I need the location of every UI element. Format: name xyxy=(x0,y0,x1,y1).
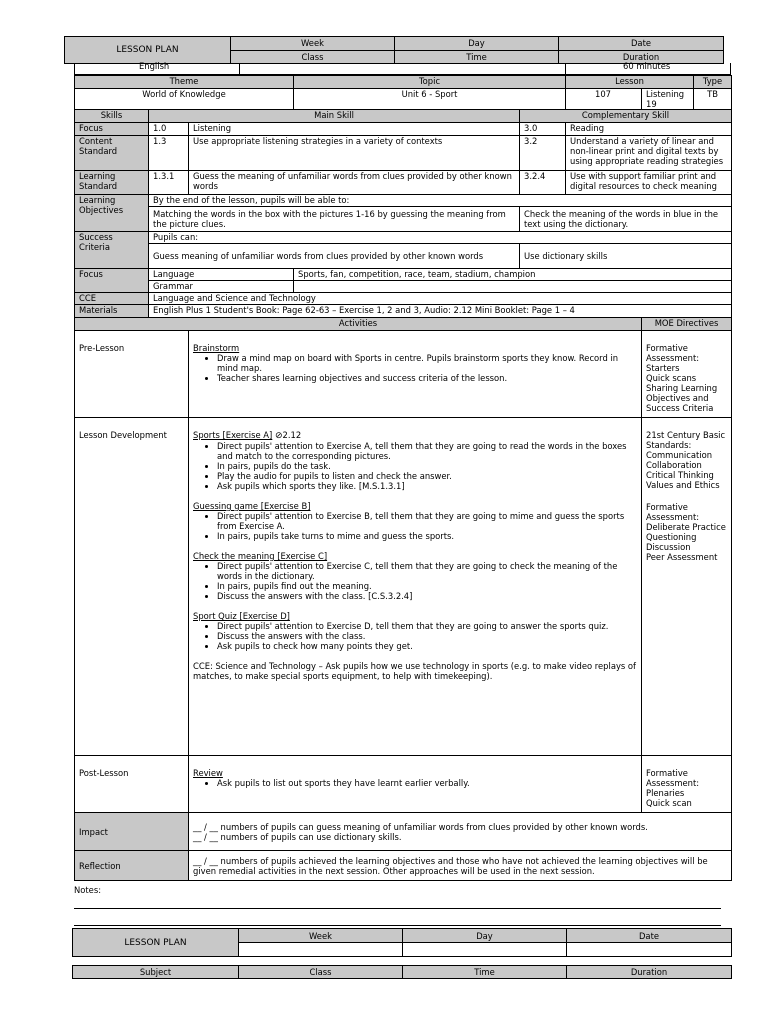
list-item: • Ask pupils which sports they like. [M.S.1.3.1] xyxy=(217,481,637,491)
content-comp-code: 3.2 xyxy=(520,136,566,171)
post-lesson-moe xyxy=(642,756,732,813)
lesson-development-content xyxy=(189,418,642,756)
moe-line: Peer Assessment xyxy=(646,552,718,562)
subject-value-row xyxy=(74,63,731,75)
list-item: • Direct pupils' attention to Exercise B, tell them that they are going to mime and guess the sports from Exercise A. xyxy=(217,511,637,531)
learning-main: Guess the meaning of unfamiliar words from clues provided by other known words xyxy=(189,171,520,195)
list-item: • Direct pupils' attention to Exercise A, tell them that they are going to read the words in the boxes and match to the corresponding pictures. xyxy=(217,441,637,461)
top-header-table xyxy=(64,36,724,64)
exercise-a xyxy=(193,430,637,491)
pre-lesson-label: Pre-Lesson xyxy=(75,331,189,418)
exercise-b-title: Guessing game [Exercise B] xyxy=(193,501,311,511)
footer-time: Time xyxy=(403,966,567,979)
lesson-development-label: Lesson Development xyxy=(75,418,189,756)
lesson-plan-title: LESSON PLAN xyxy=(65,37,231,64)
main-skill-header: Main Skill xyxy=(149,110,520,123)
success-criteria-label: Success Criteria xyxy=(75,232,149,269)
moe-line: Questioning xyxy=(646,532,697,542)
lesson-header: Lesson xyxy=(566,76,694,89)
focus-lang-label: Focus xyxy=(75,269,149,293)
footer-subject: Subject xyxy=(73,966,239,979)
impact-line: __ / __ numbers of pupils can use dictionary skills. xyxy=(193,831,402,842)
footer-class: Class xyxy=(239,966,403,979)
pre-lesson-moe xyxy=(642,331,732,418)
learning-standard-label: Learning Standard xyxy=(75,171,149,195)
reflection-label: Reflection xyxy=(75,851,189,881)
moe-line: Formative Assessment: xyxy=(646,768,700,788)
moe-line: Quick scan xyxy=(646,798,692,808)
post-lesson-label: Post-Lesson xyxy=(75,756,189,813)
list-item: • Direct pupils' attention to Exercise C, tell them that they are going to check the meaning of the words in the dictionary. xyxy=(217,561,637,581)
cce-label: CCE xyxy=(75,293,149,305)
lesson-development-moe xyxy=(642,418,732,756)
materials-value: English Plus 1 Student's Book: Page 62-63 – Exercise 1, 2 and 3, Audio: 2.12 Mini Booklet: Page 1 – 4 xyxy=(149,305,732,318)
success-intro: Pupils can: xyxy=(149,232,732,244)
lesson-number: 107 xyxy=(566,89,642,110)
learning-objectives-label: Learning Objectives xyxy=(75,195,149,232)
list-item: • Ask pupils to check how many points they get. xyxy=(217,641,637,651)
development-cce: CCE: Science and Technology – Ask pupils how we use technology in sports (e.g. to make video replays of matches, to make special sports equipment, to help with timekeeping). xyxy=(193,661,637,681)
exercise-c-title: Check the meaning [Exercise C] xyxy=(193,551,328,561)
moe-line: Deliberate Practice xyxy=(646,522,726,532)
skills-header: Skills xyxy=(75,110,149,123)
brainstorm-title: Brainstorm xyxy=(193,343,240,353)
reflection-text: __ / __ numbers of pupils achieved the learning objectives and those who have not achieved the learning objectives will be given remedial activities in the next session. Other approaches will be used in the next session. xyxy=(189,851,732,881)
content-standard-label: Content Standard xyxy=(75,136,149,171)
content-comp: Understand a variety of linear and non-linear print and digital texts by using appropriate reading strategies xyxy=(566,136,732,171)
audio-icon: ⊘ xyxy=(274,431,283,441)
impact-content xyxy=(189,813,732,851)
list-item: • In pairs, pupils find out the meaning. xyxy=(217,581,637,591)
focus-main: Listening xyxy=(189,123,520,136)
complementary-skill-header: Complementary Skill xyxy=(520,110,732,123)
topic-header: Topic xyxy=(294,76,566,89)
duration-header: Duration xyxy=(559,50,724,64)
lesson-value: Listening 19 xyxy=(642,89,694,110)
moe-line: 21st Century Basic Standards: xyxy=(646,430,726,450)
list-item: • Discuss the answers with the class. [C.S.3.2.4] xyxy=(217,591,637,601)
grammar-label: Grammar xyxy=(149,281,294,293)
moe-line: Formative Assessment: xyxy=(646,343,700,363)
lesson-plan-table xyxy=(74,75,732,881)
class-header: Class xyxy=(231,50,395,64)
footer-title: LESSON PLAN xyxy=(73,929,239,957)
week-header: Week xyxy=(231,37,395,51)
list-item: • Draw a mind map on board with Sports in centre. Pupils brainstorm sports they know. Record in mind map. xyxy=(217,353,637,373)
topic-value: Unit 6 - Sport xyxy=(294,89,566,110)
exercise-c xyxy=(193,551,637,601)
post-lesson-content xyxy=(189,756,642,813)
type-value: TB xyxy=(694,89,732,110)
focus-comp: Reading xyxy=(566,123,732,136)
materials-label: Materials xyxy=(75,305,149,318)
moe-line: Collaboration xyxy=(646,460,702,470)
footer-week: Week xyxy=(239,929,403,943)
notes-label: Notes: xyxy=(74,885,102,895)
moe-line: Plenaries xyxy=(646,788,685,798)
learning-main-code: 1.3.1 xyxy=(149,171,189,195)
learning-comp-code: 3.2.4 xyxy=(520,171,566,195)
theme-value: World of Knowledge xyxy=(75,89,294,110)
cce-value: Language and Science and Technology xyxy=(149,293,732,305)
focus-main-code: 1.0 xyxy=(149,123,189,136)
list-item: • Direct pupils' attention to Exercise D, tell them that they are going to answer the sports quiz. xyxy=(217,621,637,631)
focus-comp-code: 3.0 xyxy=(520,123,566,136)
footer-day: Day xyxy=(403,929,567,943)
exercise-d xyxy=(193,611,637,651)
moe-line: Starters xyxy=(646,363,680,373)
review-title: Review xyxy=(193,768,223,778)
language-label: Language xyxy=(149,269,294,281)
grammar-value xyxy=(294,281,732,293)
footer-duration: Duration xyxy=(567,966,732,979)
list-item: • Ask pupils to list out sports they have learnt earlier verbally. xyxy=(217,778,637,788)
list-item: • Discuss the answers with the class. xyxy=(217,631,637,641)
list-item: • Play the audio for pupils to listen and check the answer. xyxy=(217,471,637,481)
date-header: Date xyxy=(559,37,724,51)
theme-header: Theme xyxy=(75,76,294,89)
day-header: Day xyxy=(395,37,559,51)
moe-header: MOE Directives xyxy=(642,318,732,331)
list-item: • In pairs, pupils do the task. xyxy=(217,461,637,471)
exercise-b xyxy=(193,501,637,541)
time-header: Time xyxy=(395,50,559,64)
subject-value: English xyxy=(139,61,170,71)
footer-header-table xyxy=(72,928,732,957)
exercise-a-title: Sports [Exercise A] xyxy=(193,430,273,440)
audio-track: 2.12 xyxy=(282,430,302,440)
notes-line xyxy=(74,925,721,926)
success-main: Guess meaning of unfamiliar words from clues provided by other known words xyxy=(149,244,520,269)
impact-label: Impact xyxy=(75,813,189,851)
type-header: Type xyxy=(694,76,732,89)
duration-value: 60 minutes xyxy=(623,61,671,71)
objectives-intro: By the end of the lesson, pupils will be able to: xyxy=(149,195,732,207)
pre-lesson-content xyxy=(189,331,642,418)
learning-comp: Use with support familiar print and digital resources to check meaning xyxy=(566,171,732,195)
moe-line: Quick scans xyxy=(646,373,697,383)
success-comp: Use dictionary skills xyxy=(520,244,732,269)
objectives-main: Matching the words in the box with the pictures 1-16 by guessing the meaning from the picture clues. xyxy=(149,207,520,232)
impact-line: __ / __ numbers of pupils can guess meaning of unfamiliar words from clues provided by other known words. xyxy=(193,821,648,832)
moe-line: Discussion xyxy=(646,542,691,552)
pre-lesson-list xyxy=(193,353,637,383)
list-item: • In pairs, pupils take turns to mime and guess the sports. xyxy=(217,531,637,541)
moe-line: Critical Thinking xyxy=(646,470,714,480)
footer-date: Date xyxy=(567,929,732,943)
language-value: Sports, fan, competition, race, team, stadium, champion xyxy=(294,269,732,281)
notes-line xyxy=(74,908,721,909)
moe-line: Sharing Learning Objectives and Success Criteria xyxy=(646,383,718,413)
content-main-code: 1.3 xyxy=(149,136,189,171)
footer-subject-table xyxy=(72,965,732,979)
moe-line: Communication xyxy=(646,450,713,460)
exercise-d-title: Sport Quiz [Exercise D] xyxy=(193,611,290,621)
moe-line: Values and Ethics xyxy=(646,480,720,490)
content-main: Use appropriate listening strategies in a variety of contexts xyxy=(189,136,520,171)
activities-header: Activities xyxy=(75,318,642,331)
objectives-comp: Check the meaning of the words in blue in the text using the dictionary. xyxy=(520,207,732,232)
moe-line: Formative Assessment: xyxy=(646,502,700,522)
list-item: • Teacher shares learning objectives and success criteria of the lesson. xyxy=(217,373,637,383)
focus-label: Focus xyxy=(75,123,149,136)
